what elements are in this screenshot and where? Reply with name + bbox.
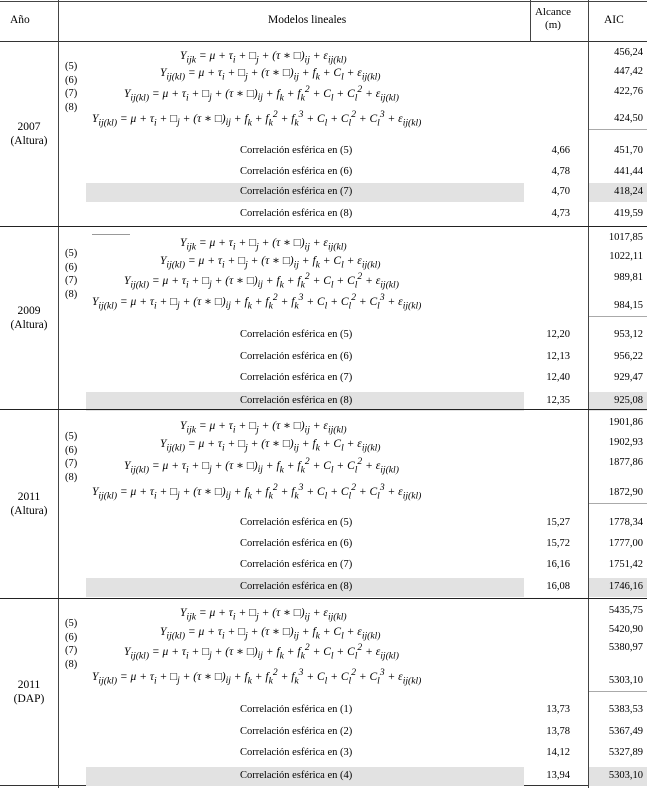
aic-corr-value: 419,59: [614, 208, 643, 219]
alcance-value: 15,72: [546, 538, 570, 549]
alcance-value: 13,73: [546, 704, 570, 715]
aic-underline: [589, 503, 647, 504]
aic-corr-value: 929,47: [614, 372, 643, 383]
aic-underline: [589, 129, 647, 130]
model-equation: $Y_{ij(kl)} = \mu + \tau_i$ + $□_j + (\tau$ ∗ $□)_{ij} + f_k + C_l + \varepsilon_{ij(kl)}$: [160, 255, 381, 271]
year-label: 2007 (Altura): [10, 121, 48, 147]
header-year: Año: [10, 14, 30, 26]
aic-corr-value: 953,12: [614, 329, 643, 340]
aic-corr-value: 956,22: [614, 351, 643, 362]
model-equation: $Y_{ij(kl)} = \mu + \tau_i$ + $□_j + (\tau$ ∗ $□)_{ij} + f_k + C_l + \varepsilon_{ij(kl)}$: [160, 626, 381, 642]
aic-model-value: 1022,11: [609, 251, 643, 262]
header-bottom-rule: [0, 41, 647, 42]
aic-corr-value: 451,70: [614, 145, 643, 156]
alcance-value: 13,94: [546, 770, 570, 781]
model-equation: $Y_{ijk} = \mu + \tau_i$ + $□_j + (\tau$ ∗ $□)_{ij} + \varepsilon_{ij(kl)}$: [180, 607, 347, 623]
correlation-label: Correlación esférica en (8): [240, 208, 353, 219]
aic-model-value: 5303,10: [608, 675, 643, 686]
correlation-label: Correlación esférica en (5): [240, 329, 353, 340]
aic-corr-value: 5367,49: [608, 726, 643, 737]
correlation-label: Correlación esférica en (8): [240, 581, 353, 592]
aic-model-value: 456,24: [614, 47, 643, 58]
aic-corr-value: 1777,00: [608, 538, 643, 549]
aic-model-value: 424,50: [614, 113, 643, 124]
aic-model-value: 5435,75: [608, 605, 643, 616]
model-equation: $Y_{ij(kl)} = \mu + \tau_i$ + $□_j + (\tau$ ∗ $□)_{ij} + f_k + f_k^2 + C_l + C_l^2 + \varepsilon_{ij(kl)}$: [124, 271, 399, 291]
correlation-label: Correlación esférica en (6): [240, 351, 353, 362]
table-top-rule: [0, 1, 647, 2]
aic-model-value: 5380,97: [608, 642, 643, 653]
model-equation: $Y_{ij(kl)} = \mu + \tau_i$ + $□_j + (\tau$ ∗ $□)_{ij} + f_k + f_k^2 + f_k^3 + C_l + C_l^2 + C_l^3 + \varepsilon_{ij(kl)}$: [92, 109, 422, 129]
model-equation: $Y_{ij(kl)} = \mu + \tau_i$ + $□_j + (\tau$ ∗ $□)_{ij} + f_k + f_k^2 + C_l + C_l^2 + \varepsilon_{ij(kl)}$: [124, 84, 399, 104]
alcance-value: 16,08: [546, 581, 570, 592]
alcance-value: 4,70: [551, 186, 570, 197]
aic-model-value: 422,76: [614, 86, 643, 97]
aic-corr-value: 441,44: [614, 166, 643, 177]
year-label: 2011 (Altura): [10, 490, 48, 517]
alcance-value: 4,78: [551, 166, 570, 177]
model-equation: $Y_{ij(kl)} = \mu + \tau_i$ + $□_j + (\tau$ ∗ $□)_{ij} + f_k + f_k^2 + C_l + C_l^2 + \varepsilon_{ij(kl)}$: [124, 642, 399, 662]
correlation-label: Correlación esférica en (7): [240, 372, 353, 383]
block-separator: [0, 226, 647, 227]
artifact-rule: [92, 234, 130, 235]
alcance-value: 16,16: [546, 559, 570, 570]
correlation-label: Correlación esférica en (5): [240, 145, 353, 156]
alcance-value: 12,35: [546, 395, 570, 406]
correlation-label: Correlación esférica en (1): [240, 704, 353, 715]
aic-model-value: 447,42: [614, 66, 643, 77]
alcance-value: 12,40: [546, 372, 570, 383]
header-models: Modelos lineales: [268, 14, 347, 26]
year-label: 2011 (DAP): [13, 678, 45, 705]
model-equation: $Y_{ij(kl)} = \mu + \tau_i$ + $□_j + (\tau$ ∗ $□)_{ij} + f_k + f_k^2 + f_k^3 + C_l + C_l^2 + C_l^3 + \varepsilon_{ij(kl)}$: [92, 482, 422, 502]
year-label: 2009 (Altura): [10, 304, 48, 331]
aic-corr-value: 925,08: [614, 395, 643, 406]
alcance-value: 4,66: [551, 145, 570, 156]
model-equation: $Y_{ijk} = \mu + \tau_i$ + $□_j + (\tau$ ∗ $□)_{ij} + \varepsilon_{ij(kl)}$: [180, 237, 347, 253]
alcance-value: 12,13: [546, 351, 570, 362]
model-equation: $Y_{ij(kl)} = \mu + \tau_i$ + $□_j + (\tau$ ∗ $□)_{ij} + f_k + C_l + \varepsilon_{ij(kl)}$: [160, 438, 381, 454]
aic-corr-value: 5383,53: [608, 704, 643, 715]
alcance-value: 13,78: [546, 726, 570, 737]
model-equation: $Y_{ijk} = \mu + \tau_i$ + $□_j + (\tau$ ∗ $□)_{ij} + \varepsilon_{ij(kl)}$: [180, 50, 347, 66]
model-equation: $Y_{ij(kl)} = \mu + \tau_i$ + $□_j + (\tau$ ∗ $□)_{ij} + f_k + f_k^2 + f_k^3 + C_l + C_l^2 + C_l^3 + \varepsilon_{ij(kl)}$: [92, 667, 422, 687]
model-equation: $Y_{ij(kl)} = \mu + \tau_i$ + $□_j + (\tau$ ∗ $□)_{ij} + f_k + f_k^2 + C_l + C_l^2 + \varepsilon_{ij(kl)}$: [124, 456, 399, 476]
model-numbers: (5) (6) (7) (8): [65, 61, 78, 113]
aic-corr-value: 1746,16: [608, 581, 643, 592]
correlation-label: Correlación esférica en (7): [240, 186, 353, 197]
aic-corr-value: 1751,42: [608, 559, 643, 570]
correlation-label: Correlación esférica en (3): [240, 747, 353, 758]
block-separator: [0, 409, 647, 410]
aic-corr-value: 5303,10: [608, 770, 643, 781]
header-alcance: Alcance (m): [534, 6, 572, 31]
model-equation: $Y_{ij(kl)} = \mu + \tau_i$ + $□_j + (\tau$ ∗ $□)_{ij} + f_k + f_k^2 + f_k^3 + C_l + C_l^2 + C_l^3 + \varepsilon_{ij(kl)}$: [92, 292, 422, 312]
aic-underline: [589, 691, 647, 692]
aic-model-value: 989,81: [614, 272, 643, 283]
correlation-label: Correlación esférica en (6): [240, 538, 353, 549]
header-aic: AIC: [604, 14, 624, 26]
correlation-label: Correlación esférica en (5): [240, 517, 353, 528]
aic-model-value: 984,15: [614, 300, 643, 311]
aic-model-value: 1017,85: [608, 232, 643, 243]
col-divider-alcance: [530, 0, 531, 42]
aic-model-value: 1902,93: [608, 437, 643, 448]
alcance-value: 12,20: [546, 329, 570, 340]
correlation-label: Correlación esférica en (6): [240, 166, 353, 177]
model-numbers: (5) (6) (7) (8): [65, 618, 78, 670]
model-equation: $Y_{ijk} = \mu + \tau_i$ + $□_j + (\tau$ ∗ $□)_{ij} + \varepsilon_{ij(kl)}$: [180, 420, 347, 436]
block-separator: [0, 598, 647, 599]
model-equation: $Y_{ij(kl)} = \mu + \tau_i$ + $□_j + (\tau$ ∗ $□)_{ij} + f_k + C_l + \varepsilon_{ij(kl)}$: [160, 67, 381, 83]
correlation-label: Correlación esférica en (4): [240, 770, 353, 781]
model-numbers: (5) (6) (7) (8): [65, 431, 78, 483]
aic-model-value: 1901,86: [608, 417, 643, 428]
correlation-label: Correlación esférica en (8): [240, 395, 353, 406]
aic-corr-value: 1778,34: [608, 517, 643, 528]
model-numbers: (5) (6) (7) (8): [65, 248, 78, 300]
alcance-value: 15,27: [546, 517, 570, 528]
aic-model-value: 1877,86: [608, 457, 643, 468]
aic-underline: [589, 316, 647, 317]
aic-model-value: 5420,90: [608, 624, 643, 635]
aic-corr-value: 5327,89: [608, 747, 643, 758]
aic-corr-value: 418,24: [614, 186, 643, 197]
col-divider-year: [58, 0, 59, 788]
alcance-value: 4,73: [551, 208, 570, 219]
alcance-value: 14,12: [546, 747, 570, 758]
correlation-label: Correlación esférica en (7): [240, 559, 353, 570]
correlation-label: Correlación esférica en (2): [240, 726, 353, 737]
aic-model-value: 1872,90: [608, 487, 643, 498]
